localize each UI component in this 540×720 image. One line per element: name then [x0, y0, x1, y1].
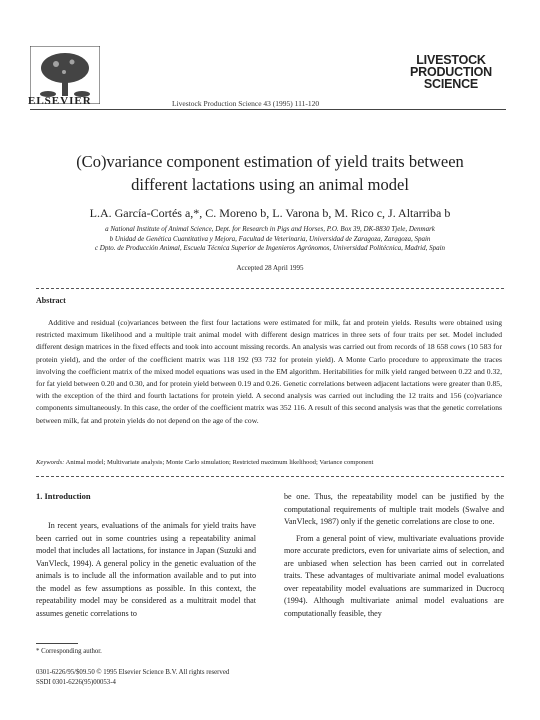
title-line: (Co)variance component estimation of yield traits between: [76, 152, 464, 171]
keywords-list: Animal model; Multivariate analysis; Monte Carlo simulation; Restricted maximum likelihood; Variance component: [64, 459, 374, 466]
body-paragraph: be one. Thus, the repeatability model can be justified by the computational requirements of multiple trait models (Swalve and VanVleck, 1987) only if the genetic correlations are close to one.: [284, 492, 504, 526]
keywords-label: Keywords:: [36, 459, 65, 466]
right-column: [284, 491, 504, 620]
affiliation: b Unidad de Genética Cuantitativa y Mejora, Facultad de Veterinaria, Universidad de Zaragoza, Zaragoza, Spain: [109, 234, 431, 243]
abstract-bottom-rule: [36, 476, 504, 477]
title-line: different lactations using an animal model: [131, 175, 409, 194]
copyright-block: [36, 668, 229, 688]
article-title: [40, 150, 500, 196]
footnote-rule: [36, 643, 78, 644]
ssdi-line: SSDI 0301-6226(95)00053-4: [36, 679, 116, 686]
affiliation: a National Institute of Animal Science, Dept. for Research in Pigs and Horses, P.O. Box 39, DK-8830 Tjele, Denmark: [105, 225, 435, 233]
header-rule: [30, 109, 506, 110]
journal-name-block: [396, 54, 506, 90]
abstract-top-rule: [36, 288, 504, 289]
journal-reference: Livestock Production Science 43 (1995) 111-120: [172, 99, 320, 108]
abstract-heading: Abstract: [36, 296, 66, 305]
body-paragraph: From a general point of view, multivariate evaluations provide more accurate predictors, even for univariate aims of selection, and are unbiased when selection has been carried out in correlated traits. These advantages of multivariate animal model evaluations over repeatability model evaluations are summarized in Ducrocq (1994). Although multivariate animal model evaluations are computationally feasible, they: [284, 533, 504, 618]
accepted-date: Accepted 28 April 1995: [236, 264, 304, 272]
publisher-name: ELSEVIER: [28, 95, 92, 107]
issn-line: 0301-6226/95/$09.50 © 1995 Elsevier Science B.V. All rights reserved: [36, 669, 230, 676]
journal-name-line: SCIENCE: [423, 77, 479, 91]
body-paragraph: In recent years, evaluations of the animals for yield traits have been carried out in some countries using a repeatability animal model that includes all lactations, for instance in Japan (Suzuki and VanVleck, 1994). A general policy in the genetic evaluation of the animals is to include all the information available and to put into the model as few assumptions as possible. In this context, the repeatability model may be considered as a multitrait model that assumes genetic correlations to: [36, 521, 256, 618]
keywords: [36, 459, 502, 466]
footnote: * Corresponding author.: [36, 648, 102, 655]
journal-name-line: PRODUCTION: [409, 65, 493, 79]
affiliation: c Dpto. de Producción Animal, Escuela Técnica Superior de Ingenieros Agrónomos, Universidad Politécnica, Madrid, Spain: [94, 244, 446, 253]
affiliations: [40, 225, 500, 254]
left-column: [36, 520, 256, 620]
abstract-text: Additive and residual (co)variances between the first four lactations were estimated for milk, fat and protein yields. Results were obtained using restricted maximum likelihood and a multiple trait animal model with different design matrices in three sets of four traits per set. Model included different design matrices in the fixed effects and took into account missing records. An analysis was carried out from records of 18 658 cows (10 583 for protein yield), and the order of the coefficient matrix was 118 192 (93 732 for protein yield). A Monte Carlo procedure to approximate the traces involving the coefficient matrix of the mixed model equations was used in the EM algorithm. Heritabilities for milk yield ranged between 0.22 and 0.32, for fat yield between 0.20 and 0.30, and for protein yield between 0.19 and 0.26. Genetic correlations between adjacent lactations were greater than 0.85, with the exception of the third and fourth lactations for protein yield. A second analysis was carried out including the 12 traits and 156 (co)variance components simultaneously. In this case, the order of the coefficient matrix was 352 116. A result of this second analysis was that the genetic correlations between milk, fat and protein yields do not depend on the age of the cow.: [36, 318, 502, 425]
section-heading: 1. Introduction: [36, 491, 91, 501]
journal-name-line: LIVESTOCK: [416, 53, 486, 67]
author-list: L.A. García-Cortés a,*, C. Moreno b, L. Varona b, M. Rico c, J. Altarriba b: [89, 206, 451, 220]
